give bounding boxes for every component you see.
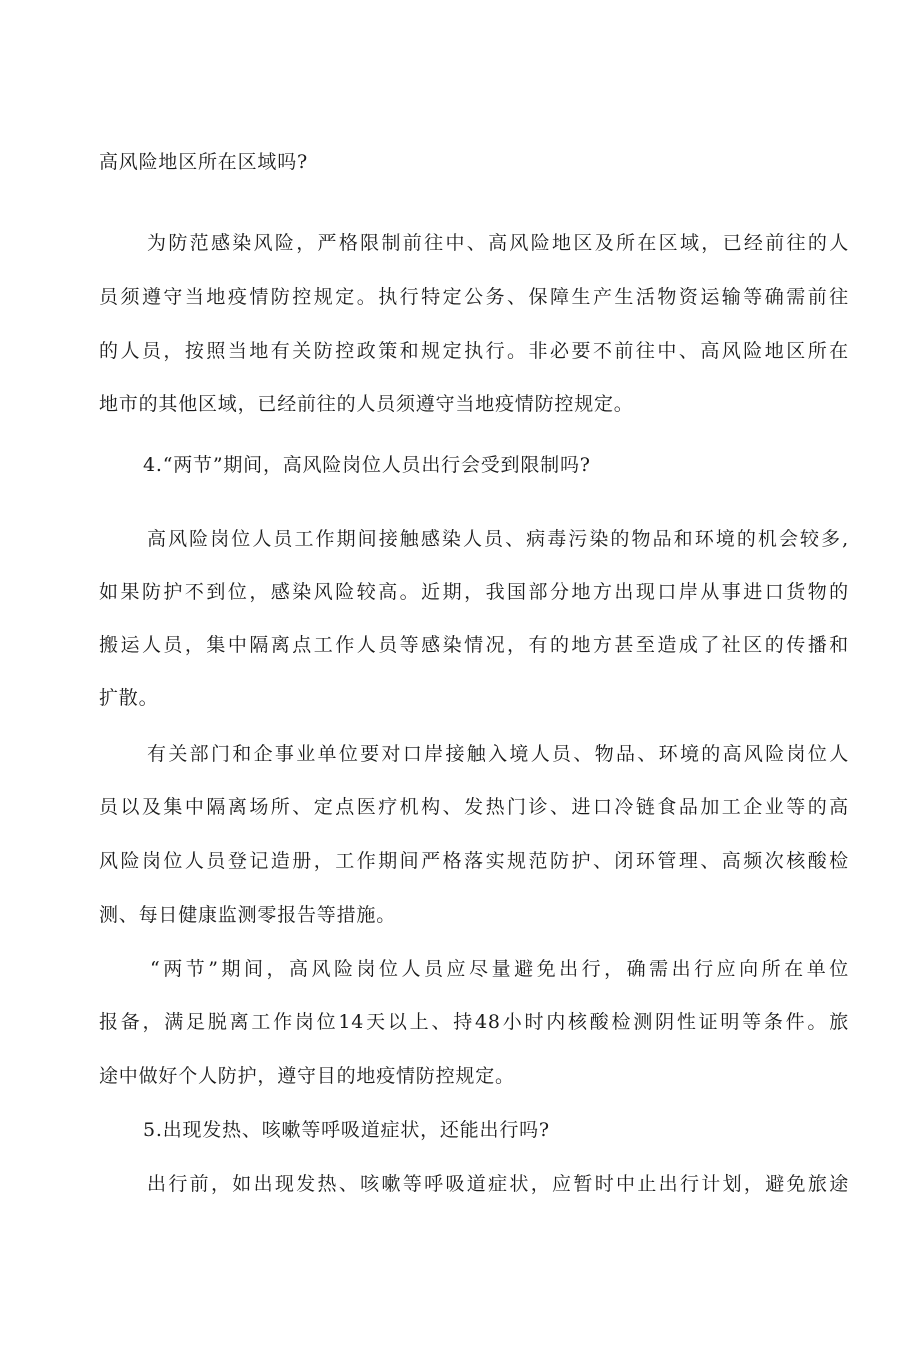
text-line: 的人员，按照当地有关防控政策和规定执行。非必要不前往中、高风险地区所在 [99, 340, 849, 362]
text-line: 高风险岗位人员工作期间接触感染人员、病毒污染的物品和环境的机会较多, [147, 528, 849, 550]
text-line: 报备，满足脱离工作岗位14天以上、持48小时内核酸检测阴性证明等条件。旅 [99, 1011, 849, 1033]
text-line: 测、每日健康监测零报告等措施。 [99, 904, 397, 926]
text-line: 途中做好个人防护，遵守目的地疫情防控规定。 [99, 1065, 515, 1087]
text-line: 扩散。 [99, 687, 159, 709]
text-line: 出行前，如出现发热、咳嗽等呼吸道症状，应暂时中止出行计划，避免旅途 [147, 1173, 849, 1195]
section-heading: 5.出现发热、咳嗽等呼吸道症状，还能出行吗? [143, 1119, 550, 1141]
text-line: 如果防护不到位，感染风险较高。近期，我国部分地方出现口岸从事进口货物的 [99, 581, 849, 603]
text-line: 员须遵守当地疫情防控规定。执行特定公务、保障生产生活物资运输等确需前往 [99, 286, 849, 308]
text-line: 员以及集中隔离场所、定点医疗机构、发热门诊、进口冷链食品加工企业等的高 [99, 796, 849, 818]
section-heading: 4.“两节”期间，高风险岗位人员出行会受到限制吗? [143, 454, 591, 476]
text-line: 搬运人员，集中隔离点工作人员等感染情况，有的地方甚至造成了社区的传播和 [99, 634, 849, 656]
text-line: 风险岗位人员登记造册，工作期间严格落实规范防护、闭环管理、高频次核酸检 [99, 850, 849, 872]
text-line: 高风险地区所在区域吗? [99, 151, 308, 173]
text-line: 有关部门和企事业单位要对口岸接触入境人员、物品、环境的高风险岗位人 [147, 743, 849, 765]
text-line: 为防范感染风险，严格限制前往中、高风险地区及所在区域，已经前往的人 [147, 232, 849, 254]
text-line: “两节”期间，高风险岗位人员应尽量避免出行，确需出行应向所在单位 [150, 958, 849, 980]
text-line: 地市的其他区域，已经前往的人员须遵守当地疫情防控规定。 [99, 393, 634, 415]
